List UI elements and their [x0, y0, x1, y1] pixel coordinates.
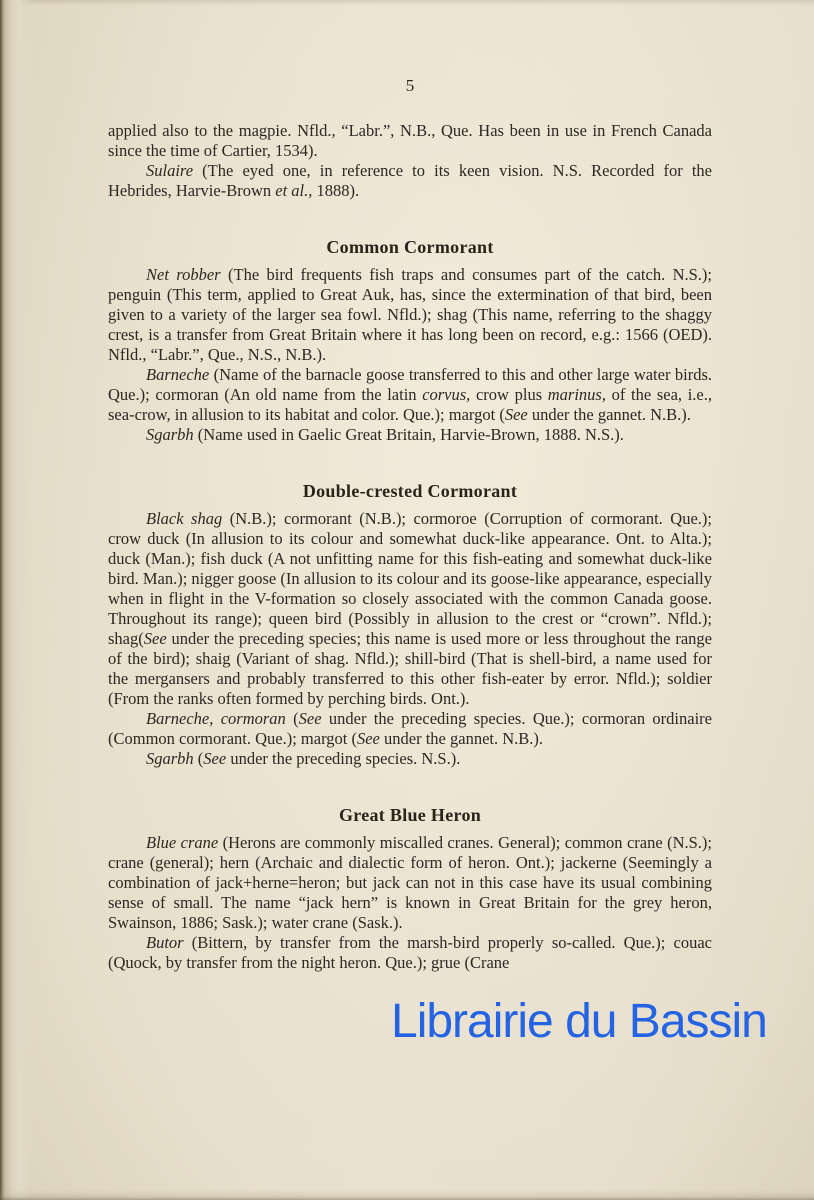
- italic-term: See: [143, 629, 167, 648]
- text-run: under the preceding species. N.S.).: [226, 749, 461, 768]
- section-heading: Double-crested Cormorant: [302, 481, 518, 501]
- text-run: under the gannet. N.B.).: [527, 405, 691, 424]
- italic-term: Black shag: [146, 509, 223, 528]
- text-run: (: [193, 749, 204, 768]
- paragraph: [108, 161, 712, 201]
- italic-term: Sulaire: [146, 161, 194, 180]
- section-heading: Common Cormorant: [326, 237, 494, 257]
- text-run: (The bird frequents fish traps and consumes part of the catch. N.S.); penguin (This term, applied to Great Auk, has, since the extermination of that bird, been given to a variety of the larger sea fowl. Nfld.); shag (This name, referring to the shaggy crest, is a transfer from Great Britain where it has long been on record, e.g.: 1566 (OED). Nfld., “Labr.”, Que., N.S., N.B.).: [108, 265, 712, 364]
- italic-term: Sgarbh: [146, 425, 194, 444]
- text-run: (Name of the barnacle goose transferred to this and other large water birds. Que.); cormoran (An old name from the latin: [108, 365, 712, 404]
- text-run: (Herons are commonly miscalled cranes. General); common crane (N.S.); crane (general); hern (Archaic and dialectic form of heron. Ont.); jackerne (Seemingly a combination of jack+herne=heron; but jack can not in this case have its usual combining sense of small. The name “jack hern” is known in Great Britain for the grey heron, Swainson, 1886; Sask.); water crane (Sask.).: [108, 833, 712, 932]
- page-top-edge-shadow: [0, 0, 814, 6]
- italic-term: corvus,: [422, 385, 471, 404]
- text-run: crow plus: [470, 385, 548, 404]
- text-run: (Name used in Gaelic Great Britain, Harvie-Brown, 1888. N.S.).: [193, 425, 624, 444]
- italic-term: Butor: [146, 933, 184, 952]
- text-run: (Bittern, by transfer from the marsh-bird properly so-called. Que.); couac (Quock, by transfer from the night heron. Que.); grue (Crane: [108, 933, 712, 972]
- italic-term: See: [356, 729, 380, 748]
- text-run: (: [285, 709, 299, 728]
- paragraph: [108, 365, 712, 425]
- italic-term: See: [298, 709, 322, 728]
- paragraph: [108, 265, 712, 365]
- italic-term: et al.,: [275, 181, 313, 200]
- section-great-blue-heron: [108, 805, 712, 973]
- paragraph: [108, 709, 712, 749]
- italic-term: See: [504, 405, 528, 424]
- text-run: under the preceding species. Que.); cormoran ordinaire (Common cormorant. Que.); margot (: [108, 709, 712, 748]
- text-run: under the gannet. N.B.).: [379, 729, 544, 748]
- text-run: applied also to the magpie. Nfld., “Labr.”, N.B., Que. Has been in use in French Canada since the time of Cartier, 1534).: [108, 121, 712, 160]
- italic-term: Barneche: [146, 365, 210, 384]
- page-content: [108, 76, 712, 973]
- page-number: 5: [405, 76, 415, 95]
- paragraph: [108, 425, 712, 445]
- paragraph: [108, 833, 712, 933]
- section-common-cormorant: [108, 237, 712, 445]
- text-run: (The eyed one, in reference to its keen vision. N.S. Recorded for the Hebrides, Harvie-Brown: [108, 161, 712, 200]
- italic-term: Barneche, cormoran: [146, 709, 286, 728]
- text-run: under the preceding species; this name is used more or less throughout the range of the bird); shaig (Variant of shag. Nfld.); shill-bird (That is shell-bird, a name used for the mergansers and probably transferred to this other fish-eater by error. Nfld.); soldier (From the ranks often formed by perching birds. Ont.).: [108, 629, 712, 708]
- italic-term: marinus,: [547, 385, 606, 404]
- italic-term: Net robber: [146, 265, 221, 284]
- text-run: 1888).: [312, 181, 360, 200]
- paragraph: [108, 509, 712, 709]
- italic-term: See: [203, 749, 227, 768]
- paragraph: [108, 749, 712, 769]
- italic-term: Blue crane: [146, 833, 219, 852]
- paragraph: [108, 121, 712, 161]
- section-double-crested-cormorant: [108, 481, 712, 769]
- page-bottom-edge-shadow: [0, 1188, 814, 1200]
- italic-term: Sgarbh: [146, 749, 194, 768]
- section-continuation: [108, 121, 712, 201]
- text-run: (N.B.); cormorant (N.B.); cormoroe (Corruption of cormorant. Que.); crow duck (In allusion to its colour and somewhat duck-like appearance. Ont. to Alta.); duck (Man.); fish duck (A not unfitting name for this fish-eating and somewhat duck-like bird. Man.); nigger goose (In allusion to its colour and its goose-like appearance, especially when in flight in the V-formation so closely associated with the common Canada goose. Throughout its range); queen bird (Possibly in allusion to the crest or “crown”. Nfld.); shag(: [108, 509, 712, 648]
- bookseller-watermark: Librairie du Bassin: [391, 995, 767, 1048]
- page-left-edge-shadow: [0, 0, 34, 1200]
- section-heading: Great Blue Heron: [338, 805, 482, 825]
- text-run: of the sea, i.e., sea-crow, in allusion to its habitat and color. Que.); margot (: [108, 385, 712, 424]
- paragraph: [108, 933, 712, 973]
